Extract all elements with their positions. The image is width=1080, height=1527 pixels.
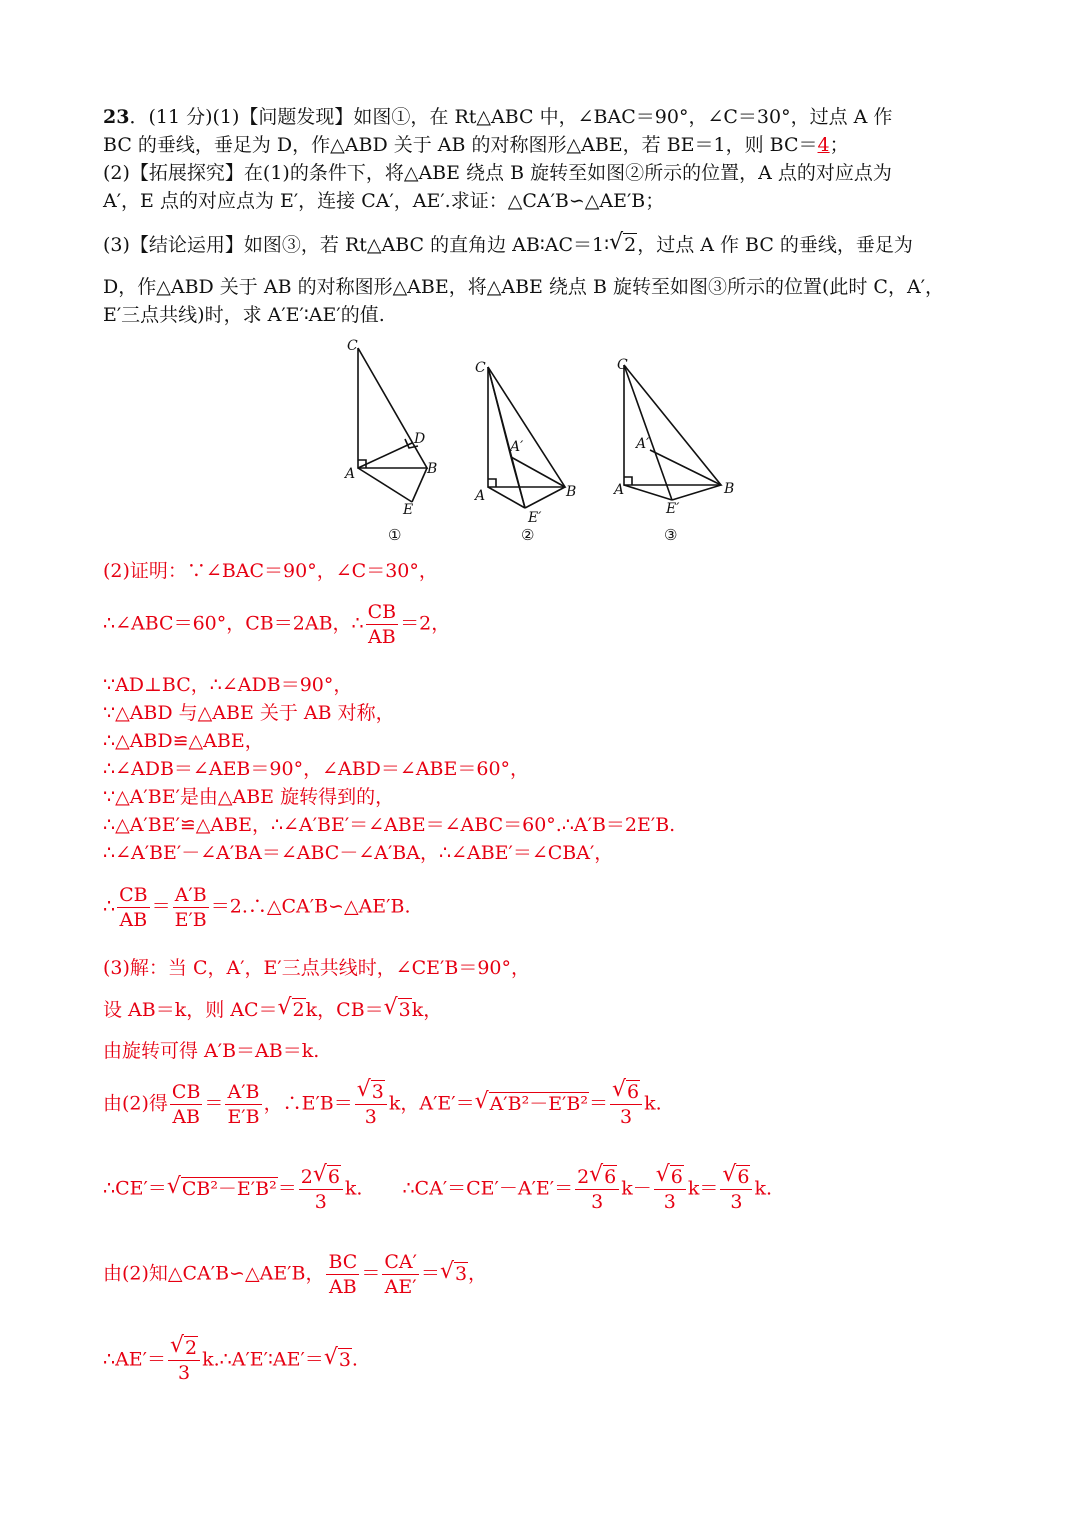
numerator: A′B bbox=[173, 883, 209, 908]
solution-line-9 bbox=[103, 840, 613, 866]
fig2-label-a: A bbox=[475, 488, 486, 504]
geometry-figures bbox=[330, 330, 750, 550]
solution-text: 由旋转可得 A′B＝AB＝k. bbox=[103, 1040, 320, 1062]
solution-text: 由(2)知△CA′B∽△AE′B， bbox=[103, 1262, 325, 1285]
fig1-label-d: D bbox=[414, 431, 426, 447]
fig1-caption: ① bbox=[388, 526, 402, 544]
punct: ； bbox=[829, 134, 849, 156]
problem-line-2 bbox=[103, 132, 849, 158]
denominator: 3 bbox=[663, 1191, 676, 1213]
radicand: 2 bbox=[292, 999, 305, 1021]
solution-text: ∴△ABD≌△ABE， bbox=[103, 730, 264, 752]
problem-part1-a: (1)【问题发现】如图①，在 Rt△ABC 中，∠BAC＝90°，∠C＝30°，过点 A 作 bbox=[212, 106, 893, 128]
figures-svg bbox=[330, 330, 750, 550]
problem-line-4 bbox=[103, 188, 664, 214]
solution-text: ∵AD⊥BC，∴∠ADB＝90°， bbox=[103, 674, 353, 696]
numerator: A′B bbox=[225, 1080, 261, 1105]
numerator: CB bbox=[367, 601, 397, 623]
fraction bbox=[170, 1080, 203, 1129]
solution-text: k. bbox=[754, 1177, 773, 1200]
sqrt-sign bbox=[384, 997, 412, 1023]
fig3-label-a1: A′ bbox=[636, 436, 650, 452]
equals: ＝ bbox=[588, 1092, 608, 1115]
denominator: 3 bbox=[591, 1191, 604, 1213]
fraction bbox=[355, 1080, 387, 1129]
solution-text: k，CB＝ bbox=[305, 999, 384, 1021]
solution-text: ∴CA′＝CE′－A′E′＝ bbox=[402, 1177, 574, 1200]
solution-text: k＝ bbox=[687, 1177, 719, 1200]
fig1-label-a: A bbox=[345, 466, 356, 482]
numerator bbox=[575, 1165, 619, 1190]
solution-line-5 bbox=[103, 728, 264, 754]
fig2-label-e1: E′ bbox=[528, 510, 542, 526]
solution-line-4 bbox=[103, 700, 395, 726]
denominator: E′B bbox=[227, 1106, 260, 1128]
numerator: CB bbox=[171, 1081, 201, 1103]
radicand: 3 bbox=[371, 1081, 384, 1103]
denominator: AB bbox=[119, 909, 148, 931]
fig3-caption: ③ bbox=[664, 526, 678, 544]
answer-bc: 4 bbox=[817, 134, 830, 156]
solution-line-16 bbox=[103, 1250, 487, 1299]
sqrt-sign bbox=[475, 1091, 589, 1117]
numerator: CA′ bbox=[384, 1251, 417, 1273]
problem-line-7 bbox=[103, 302, 385, 328]
solution-line-15 bbox=[103, 1165, 772, 1214]
fraction bbox=[168, 1336, 200, 1385]
problem-line-1: 23．(11 分)(1)【问题发现】如图①，在 Rt△ABC 中，∠BAC＝90°，∠C＝30°，过点 A 作 bbox=[103, 106, 893, 128]
radicand: 6 bbox=[737, 1166, 750, 1188]
radicand: 6 bbox=[670, 1166, 683, 1188]
solution-text: ∴△A′BE′≌△ABE，∴∠A′BE′＝∠ABE＝∠ABC＝60°.∴A′B＝2E′B. bbox=[103, 814, 676, 836]
solution-text: ∴∠ADB＝∠AEB＝90°，∠ABD＝∠ABE＝60°， bbox=[103, 758, 530, 780]
numerator: BC bbox=[328, 1251, 358, 1273]
solution-text: 由(2)得 bbox=[103, 1092, 168, 1115]
radicand: 3 bbox=[454, 1262, 468, 1285]
fraction bbox=[326, 1250, 359, 1299]
equals: ＝ bbox=[151, 895, 171, 918]
solution-text: ，∴E′B＝ bbox=[263, 1092, 353, 1115]
fraction bbox=[720, 1165, 752, 1214]
fig3-label-a: A bbox=[614, 482, 625, 498]
solution-text: ∴CE′＝ bbox=[103, 1177, 167, 1200]
sqrt-sign bbox=[313, 1165, 341, 1189]
fig2-label-b: B bbox=[566, 484, 577, 500]
sqrt-sign bbox=[589, 1165, 617, 1189]
solution-line-17 bbox=[103, 1336, 358, 1385]
sqrt-sign bbox=[612, 1080, 640, 1104]
solution-line-6 bbox=[103, 756, 529, 782]
radicand: 6 bbox=[626, 1081, 640, 1103]
denominator: AB bbox=[329, 1276, 357, 1298]
radicand: CB²－E′B² bbox=[181, 1177, 277, 1200]
solution-line-10 bbox=[103, 883, 410, 932]
fraction bbox=[575, 1165, 619, 1214]
denominator: 3 bbox=[178, 1362, 191, 1384]
problem-line-3 bbox=[103, 160, 892, 186]
sqrt-sign bbox=[324, 1347, 352, 1373]
solution-text: ， bbox=[468, 1262, 488, 1285]
fig2-triangle bbox=[488, 367, 565, 487]
problem-part3-a-post: ，过点 A 作 BC 的垂线，垂足为 bbox=[637, 234, 913, 256]
fraction bbox=[173, 883, 209, 932]
problem-part3-b: D，作△ABD 关于 AB 的对称图形△ABE，将△ABE 绕点 B 旋转至如图③所示的位置(此时 C，A′， bbox=[103, 276, 945, 298]
solution-text: (2)证明：∵∠BAC＝90°，∠C＝30°， bbox=[103, 560, 438, 582]
sqrt-sign bbox=[170, 1336, 198, 1360]
solution-line-2 bbox=[103, 600, 450, 649]
denominator: 3 bbox=[314, 1191, 327, 1213]
problem-part1-b: BC 的垂线，垂足为 D，作△ABD 关于 AB 的对称图形△ABE，若 BE＝1，则 BC＝ bbox=[103, 134, 818, 156]
fraction bbox=[610, 1080, 642, 1129]
solution-line-14 bbox=[103, 1080, 662, 1129]
fig3-label-e1: E′ bbox=[666, 501, 680, 517]
radicand: 3 bbox=[338, 1348, 351, 1371]
sqrt-sign bbox=[722, 1165, 750, 1189]
solution-text: k. bbox=[344, 1177, 363, 1200]
solution-line-3 bbox=[103, 672, 352, 698]
sqrt-sign bbox=[167, 1176, 278, 1202]
sqrt-sign bbox=[357, 1080, 385, 1104]
solution-text: k.∴A′E′∶AE′＝ bbox=[202, 1348, 324, 1371]
solution-text: ∵△A′BE′是由△ABE 旋转得到的， bbox=[103, 786, 395, 808]
numerator bbox=[299, 1165, 343, 1190]
fraction bbox=[117, 883, 150, 932]
denominator: AB bbox=[172, 1106, 201, 1128]
fraction bbox=[366, 600, 399, 649]
numerator bbox=[168, 1336, 200, 1361]
sqrt-sign bbox=[278, 997, 306, 1023]
sqrt-sign bbox=[656, 1165, 684, 1189]
denominator: 3 bbox=[730, 1191, 743, 1213]
fraction bbox=[382, 1250, 419, 1299]
fig2-label-c: C bbox=[475, 360, 486, 376]
numerator bbox=[720, 1165, 752, 1190]
radicand: A′B²－E′B² bbox=[489, 1092, 588, 1115]
solution-text: ＝2.∴△CA′B∽△AE′B. bbox=[210, 895, 411, 918]
problem-part3-c: E′三点共线)时，求 A′E′∶AE′的值. bbox=[103, 304, 385, 326]
solution-line-8 bbox=[103, 812, 675, 838]
sqrt-sign bbox=[609, 232, 637, 258]
solution-text: (3)解：当 C，A′，E′三点共线时，∠CE′B＝90°， bbox=[103, 957, 530, 979]
solution-line-13 bbox=[103, 1038, 319, 1064]
fig3-label-c: C bbox=[617, 357, 628, 373]
radicand: 2 bbox=[624, 234, 637, 256]
fig3-triangle bbox=[624, 365, 721, 485]
fig1-label-e: E bbox=[403, 502, 414, 518]
numerator bbox=[610, 1080, 642, 1105]
fig3-label-b: B bbox=[724, 481, 735, 497]
problem-number: 23 bbox=[103, 106, 130, 128]
fig1-label-c: C bbox=[347, 338, 358, 354]
radicand: 3 bbox=[398, 999, 411, 1021]
solution-text: ∴ bbox=[103, 895, 116, 918]
problem-part2-a: (2)【拓展探究】在(1)的条件下，将△ABE 绕点 B 旋转至如图②所示的位置，A 点的对应点为 bbox=[103, 162, 892, 184]
denominator: AB bbox=[368, 626, 396, 648]
solution-line-11 bbox=[103, 955, 530, 981]
solution-text: k， bbox=[411, 999, 443, 1021]
fig1-label-b: B bbox=[427, 461, 438, 477]
solution-line-7 bbox=[103, 784, 394, 810]
problem-part2-b: A′，E 点的对应点为 E′，连接 CA′，AE′.求证：△CA′B∽△AE′B； bbox=[103, 190, 665, 212]
radicand: 6 bbox=[327, 1166, 340, 1188]
fraction bbox=[299, 1165, 343, 1214]
solution-text: ∵△ABD 与△ABE 关于 AB 对称， bbox=[103, 702, 395, 724]
solution-text: k－ bbox=[621, 1177, 652, 1200]
equals: ＝ bbox=[361, 1262, 381, 1285]
denominator: E′B bbox=[174, 909, 207, 931]
numerator bbox=[654, 1165, 686, 1190]
equals: ＝ bbox=[204, 1092, 224, 1115]
equals: ＝ bbox=[420, 1262, 440, 1285]
solution-text: k，A′E′＝ bbox=[388, 1092, 475, 1115]
problem-line-5 bbox=[103, 232, 913, 258]
problem-line-6 bbox=[103, 274, 944, 300]
sqrt-sign bbox=[440, 1261, 468, 1287]
solution-line-12 bbox=[103, 997, 442, 1023]
coefficient: 2 bbox=[577, 1166, 590, 1188]
solution-text: . bbox=[351, 1348, 358, 1371]
problem-part3-a: (3)【结论运用】如图③，若 Rt△ABC 的直角边 AB∶AC＝1∶ bbox=[103, 234, 610, 256]
fig1-triangle bbox=[358, 348, 427, 468]
denominator: 3 bbox=[364, 1106, 377, 1128]
solution-text: k. bbox=[644, 1092, 662, 1115]
fig2-label-a1: A′ bbox=[510, 439, 524, 455]
numerator: CB bbox=[119, 884, 148, 906]
solution-line-1 bbox=[103, 558, 438, 584]
numerator bbox=[355, 1080, 387, 1105]
denominator: AE′ bbox=[384, 1276, 417, 1298]
solution-text: ∴AE′＝ bbox=[103, 1348, 166, 1371]
fraction bbox=[225, 1080, 261, 1129]
denominator: 3 bbox=[619, 1106, 633, 1128]
problem-score: (11 分) bbox=[148, 106, 213, 128]
solution-text: ＝2， bbox=[400, 612, 451, 635]
solution-text: ∴∠A′BE′－∠A′BA＝∠ABC－∠A′BA，∴∠ABE′＝∠CBA′， bbox=[103, 842, 614, 864]
fraction bbox=[654, 1165, 686, 1214]
coefficient: 2 bbox=[300, 1166, 313, 1188]
fig2-caption: ② bbox=[521, 526, 535, 544]
solution-text: ∴∠ABC＝60°，CB＝2AB，∴ bbox=[103, 612, 364, 635]
solution-text: 设 AB＝k，则 AC＝ bbox=[103, 999, 278, 1021]
radicand: 6 bbox=[604, 1166, 617, 1188]
equals: ＝ bbox=[277, 1177, 297, 1200]
radicand: 2 bbox=[185, 1337, 198, 1359]
